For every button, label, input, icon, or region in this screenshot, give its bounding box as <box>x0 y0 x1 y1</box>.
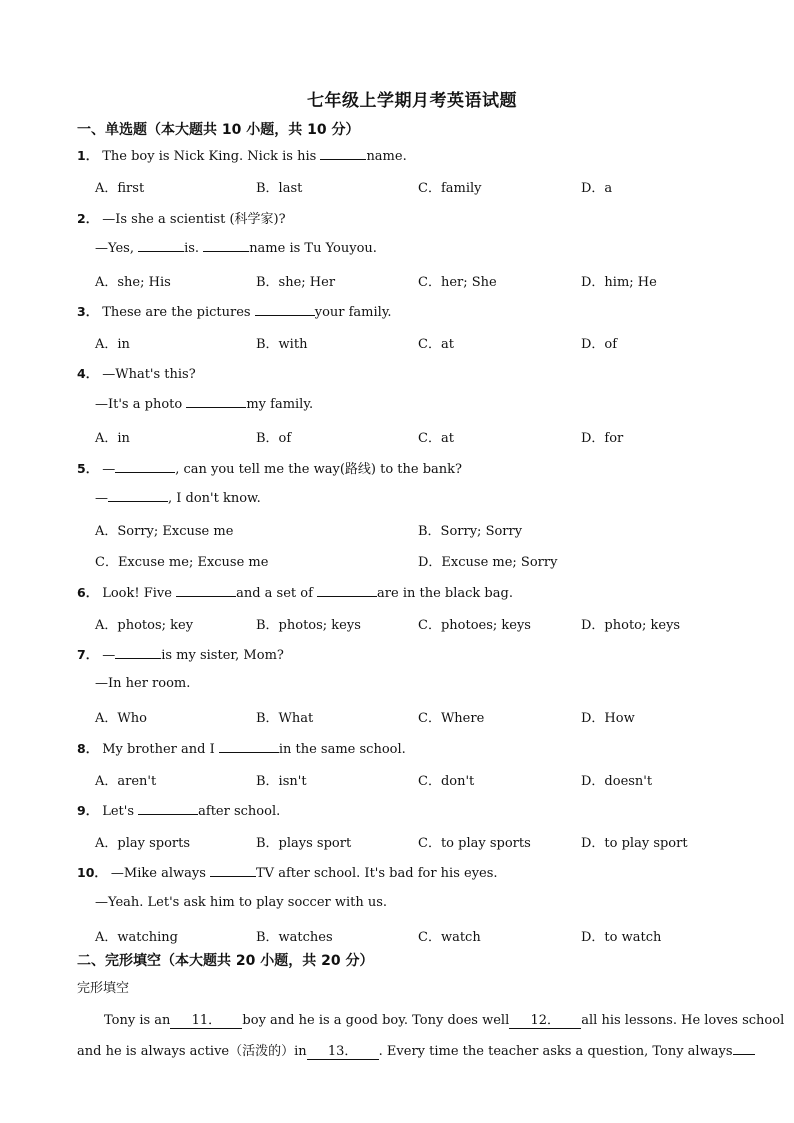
question-text: are in the black bag. <box>377 586 513 601</box>
option-d: D．photo; keys <box>581 618 681 633</box>
answer-blank <box>186 395 246 408</box>
option-a: A．in <box>95 337 130 352</box>
answer-blank <box>320 147 366 160</box>
option-d: D．for <box>581 431 624 446</box>
question-text: These are the pictures <box>102 305 255 320</box>
question-text: Look! Five <box>102 586 177 601</box>
answer-blank <box>176 584 236 597</box>
question-text: after school. <box>198 804 281 819</box>
question-number: 1． <box>77 148 99 163</box>
answer-blank <box>210 864 256 877</box>
question-8 <box>77 739 406 757</box>
option-c: C．to play sports <box>418 836 531 851</box>
answer-blank <box>108 489 168 502</box>
option-b: B．photos; keys <box>256 618 361 633</box>
question-text: The boy is Nick King. Nick is his <box>102 149 321 164</box>
cloze-label: 完形填空 <box>77 981 130 996</box>
question-1 <box>77 146 407 164</box>
option-d: D．to play sport <box>581 836 688 851</box>
question-text: —What's this? <box>102 367 196 382</box>
question-5 <box>77 458 462 477</box>
option-c: C．photoes; keys <box>418 618 531 633</box>
option-b: B．of <box>256 431 292 446</box>
cloze-text: and he is always active（活泼的）in <box>77 1044 307 1059</box>
option-d: D．a <box>581 181 613 196</box>
dialogue-text: —It's a photo <box>95 397 187 412</box>
dialogue-text: is. <box>184 241 204 256</box>
option-b: B．plays sport <box>256 836 352 851</box>
cloze-text: . Every time the teacher asks a question, Tony always <box>378 1044 733 1059</box>
cloze-text: boy and he is a good boy. Tony does well <box>242 1013 510 1028</box>
cloze-text: all his lessons. He loves school <box>581 1013 785 1028</box>
question-2-dialogue <box>95 239 377 256</box>
option-d: D．doesn't <box>581 774 653 789</box>
dialogue-text: name is Tu Youyou. <box>249 241 377 256</box>
answer-blank <box>255 303 315 316</box>
dialogue-text: — <box>95 491 108 506</box>
cloze-blank-11: 11． <box>170 1009 242 1029</box>
option-a: A．Who <box>95 711 147 726</box>
option-c: C．at <box>418 431 454 446</box>
question-number: 8． <box>77 741 99 756</box>
question-number: 2． <box>77 211 99 226</box>
cloze-paragraph-line-1 <box>104 1009 784 1029</box>
option-b: B．Sorry; Sorry <box>418 524 523 539</box>
option-c: C．don't <box>418 774 475 789</box>
question-text: your family. <box>314 305 392 320</box>
cloze-paragraph-line-2 <box>77 1040 755 1060</box>
question-text: is my sister, Mom? <box>161 648 284 663</box>
option-d: D．him; He <box>581 275 657 290</box>
question-10 <box>77 863 498 881</box>
option-a: A．she; His <box>95 275 171 290</box>
cloze-blank-14 <box>733 1042 755 1055</box>
question-text: and a set of <box>236 586 318 601</box>
option-b: B．isn't <box>256 774 307 789</box>
question-text: name. <box>366 149 407 164</box>
question-10-reply: —Yeah. Let's ask him to play soccer with us. <box>95 895 388 910</box>
page-title: 七年级上学期月考英语试题 <box>307 91 517 111</box>
option-a: A．first <box>95 181 145 196</box>
answer-blank <box>138 239 184 252</box>
answer-blank <box>115 460 175 473</box>
option-a: A．watching <box>95 930 178 945</box>
section-heading-cloze: 二、完形填空（本大题共 20 小题，共 20 分） <box>77 953 374 969</box>
question-number: 9． <box>77 803 99 818</box>
question-number: 4． <box>77 366 99 381</box>
question-3 <box>77 302 392 320</box>
answer-blank <box>138 802 198 815</box>
dialogue-text: —Yes, <box>95 241 139 256</box>
question-text: Let's <box>102 804 139 819</box>
answer-blank <box>203 239 249 252</box>
dialogue-text: my family. <box>246 397 314 412</box>
question-text: —Is she a scientist (科学家)? <box>102 212 286 227</box>
question-9 <box>77 801 280 819</box>
question-text: —Mike always <box>110 866 211 881</box>
question-number: 5． <box>77 461 99 476</box>
option-a: A．photos; key <box>95 618 194 633</box>
cloze-text: Tony is an <box>104 1013 171 1028</box>
question-text: TV after school. It's bad for his eyes. <box>256 866 498 881</box>
question-number: 10． <box>77 865 107 880</box>
dialogue-text: , I don't know. <box>168 491 261 506</box>
option-d: D．of <box>581 337 618 352</box>
question-number: 6． <box>77 585 99 600</box>
option-d: D．How <box>581 711 635 726</box>
option-b: B．watches <box>256 930 333 945</box>
question-6 <box>77 583 513 601</box>
question-text: My brother and I <box>102 742 219 757</box>
question-4-dialogue <box>95 395 313 412</box>
answer-blank <box>219 740 279 753</box>
cloze-blank-12: 12． <box>509 1009 581 1029</box>
question-4 <box>77 364 196 382</box>
question-text: , can you tell me the way(路线) to the bank? <box>175 462 463 477</box>
option-c: C．Where <box>418 711 485 726</box>
option-a: A．in <box>95 431 130 446</box>
question-number: 3． <box>77 304 99 319</box>
option-c: C．family <box>418 181 482 196</box>
option-c: C．her; She <box>418 275 497 290</box>
option-b: B．with <box>256 337 308 352</box>
option-b: B．last <box>256 181 303 196</box>
option-c: C．watch <box>418 930 481 945</box>
option-c: C．at <box>418 337 454 352</box>
option-d: D．Excuse me; Sorry <box>418 555 558 570</box>
question-7-reply: —In her room. <box>95 676 191 691</box>
question-text: — <box>102 462 116 477</box>
answer-blank <box>115 646 161 659</box>
cloze-blank-13: 13． <box>307 1040 379 1060</box>
option-a: A．Sorry; Excuse me <box>95 524 234 539</box>
question-2 <box>77 208 286 227</box>
question-7 <box>77 645 284 663</box>
option-b: B．What <box>256 711 314 726</box>
question-text: — <box>102 648 116 663</box>
question-5-dialogue <box>95 489 261 506</box>
answer-blank <box>317 584 377 597</box>
option-a: A．play sports <box>95 836 191 851</box>
option-d: D．to watch <box>581 930 662 945</box>
question-text: in the same school. <box>278 742 406 757</box>
option-b: B．she; Her <box>256 275 336 290</box>
section-heading-single-choice: 一、单选题（本大题共 10 小题，共 10 分） <box>77 122 360 138</box>
question-number: 7． <box>77 647 99 662</box>
option-a: A．aren't <box>95 774 157 789</box>
option-c: C．Excuse me; Excuse me <box>95 555 269 570</box>
